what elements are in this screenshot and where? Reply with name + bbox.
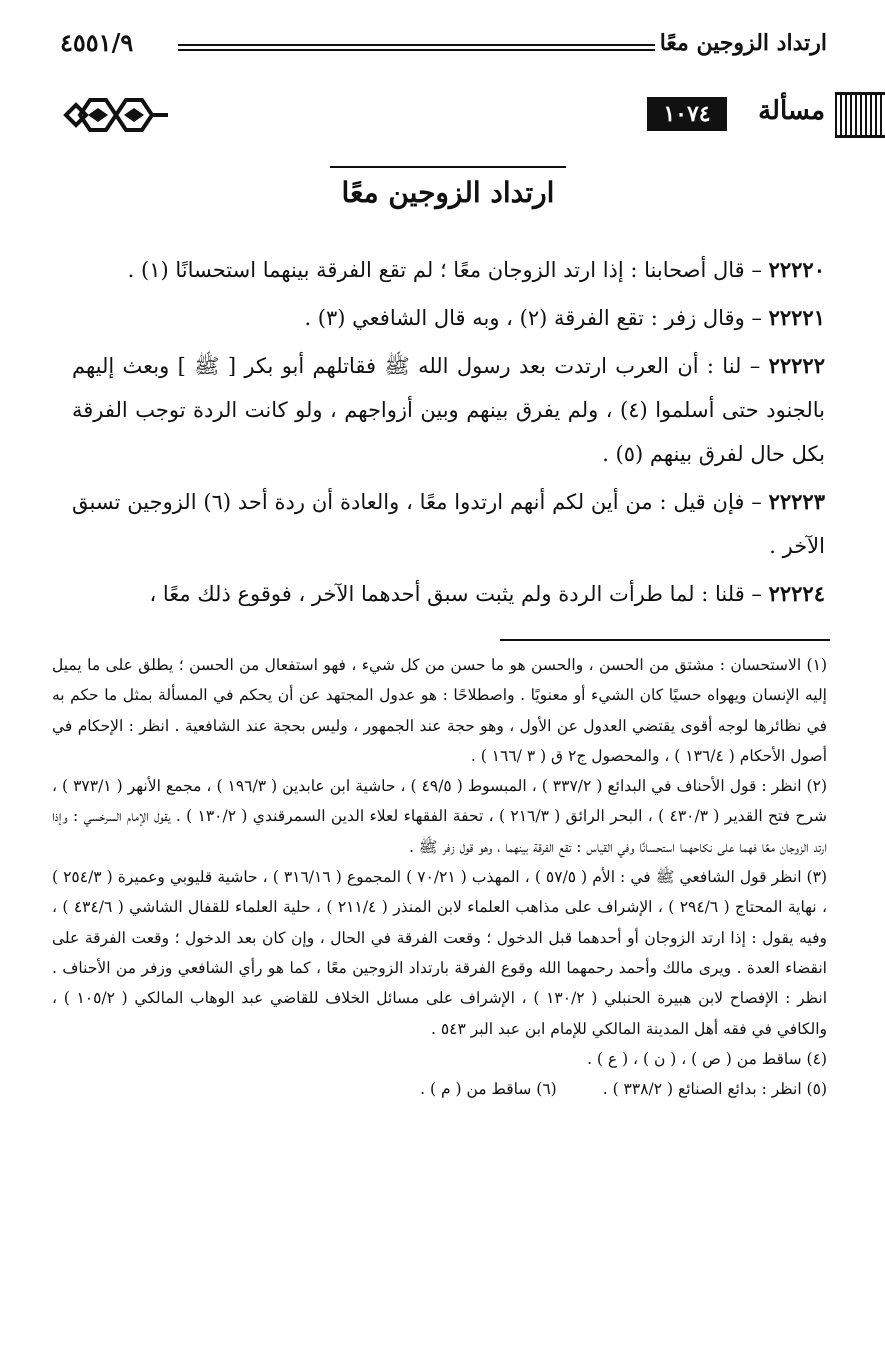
paragraph-number: ٢٢٢٢٤ (768, 581, 825, 606)
paragraph-text: – قلنا : لما طرأت الردة ولم يثبت سبق أحدهما الآخر ، فوقوع ذلك معًا ، (149, 582, 762, 606)
paragraph-text: – وقال زفر : تقع الفرقة (٢) ، وبه قال الشافعي (٣) . (304, 306, 762, 330)
footnotes (52, 650, 827, 1104)
footnote-divider (500, 639, 830, 641)
footnote: (٥) انظر : بدائع الصنائع ( ٣٣٨/٢ ) . (602, 1080, 827, 1099)
masala-label: مسألة (758, 96, 825, 126)
main-text (72, 248, 825, 620)
paragraph-text: – فإن قيل : من أين لكم أنهم ارتدوا معًا ، والعادة أن ردة أحد (٦) الزوجين تسبق الآخر . (72, 490, 825, 558)
footnote: (١) الاستحسان : مشتق من الحسن ، والحسن هو ما حسن من كل شيء ، فهو استفعال من الحسن ؛ يطلق على ما يميل إليه الإنسان ويهواه حسيًا كان الشيء أو معنويًا . واصطلاحًا : هو عدول المجتهد عن أن يحكم في المسألة بمثل ما حكم به في نظائرها لوجه أقوى يقتضي العدول عن الأول ، وهو حجة عند الجمهور ، وليس بحجة عند الشافعية . انظر : الإحكام في أصول الأحكام ( ١٣٦/٤ ) ، والمحصول ج٢ ق ( ٣ /١٦٦ ) . (52, 656, 827, 765)
paragraph (72, 344, 825, 476)
paragraph-number: ٢٢٢٢٠ (768, 257, 825, 282)
paragraph-text: – قال أصحابنا : إذا ارتد الزوجان معًا ؛ لم تقع الفرقة بينهما استحسانًا (١) . (127, 258, 762, 282)
footnote: (٢) انظر : قول الأحناف في البدائع ( ٣٣٧/٢ ) ، المبسوط ( ٤٩/٥ ) ، حاشية ابن عابدين ( ١٩٦/٣ ) ، مجمع الأنهر ( ٣٧٣/١ ) ، شرح فتح القدير ( ٤٣٠/٣ ) ، البحر الرائق ( ٢١٦/٣ ) ، تحفة الفقهاء لعلاء الدين السمرقندي ( ١٣٠/٢ ) . يقول الإمام السرخسي : وإذا ارتد الزوجان معًا فهما على نكاحهما استحسانًا وفي القياس : تقع الفرقة بينهما ، وهو قول زفر ﷺ . (52, 777, 827, 856)
paragraph-text: – لنا : أن العرب ارتدت بعد رسول الله ﷺ فقاتلهم أبو بكر [ ﷺ ] وبعث إليهم بالجنود حتى أسلموا (٤) ، ولم يفرق بينهم وبين أزواجهم ، ولو كانت الردة توجب الفرقة بكل حال لفرق بينهم (٥) . (72, 354, 825, 466)
chapter-title: ارتداد الزوجين معًا (341, 176, 555, 209)
footnote: (٤) ساقط من ( ص ) ، ( ن ) ، ( ع ) . (587, 1049, 827, 1068)
paragraph-number: ٢٢٢٢١ (768, 305, 825, 330)
paragraph (72, 572, 825, 616)
running-title: ارتداد الزوجين معًا (659, 30, 827, 56)
footnote: (٦) ساقط من ( م ) . (420, 1080, 557, 1099)
paragraph (72, 480, 825, 568)
masala-banner (60, 92, 885, 138)
ornament-icon (60, 90, 170, 140)
header-rule (178, 44, 655, 46)
page-reference: ٤٥٥١/٩ (60, 28, 134, 57)
masala-number: ١٠٧٤ (647, 97, 727, 131)
header-rule (178, 49, 655, 51)
paragraph (72, 248, 825, 292)
paragraph-number: ٢٢٢٢٢ (768, 353, 825, 378)
running-header (60, 30, 827, 66)
footnote: (٣) انظر قول الشافعي ﷺ في : الأم ( ٥٧/٥ ) ، المهذب ( ٧٠/٢١ ) المجموع ( ٣١٦/١٦ ) ، حاشية قليوبي وعميرة ( ٢٥٤/٣ ) ، نهاية المحتاج ( ٢٩٤/٦ ) ، الإشراف على مذاهب العلماء لابن المنذر ( ٢١١/٤ ) ، حلية العلماء للقفال الشاشي ( ٤٣٤/٦ ) ، وفيه يقول : إذا ارتد الزوجان أو أحدهما قبل الدخول ؛ وقعت الفرقة في الحال ، وإن كان بعد الدخول ؛ وقعت الفرقة على انقضاء العدة . ويرى مالك وأحمد رحمهما الله وقوع الفرقة بارتداد الزوجين معًا ، كما هو رأي الشافعي وزفر من الأحناف . انظر : الإفصاح لابن هبيرة الحنبلي ( ١٣٠/٢ ) ، الإشراف على مسائل الخلاف للقاضي عبد الوهاب المالكي ( ١٠٥/٢ ) ، والكافي في فقه أهل المدينة المالكي للإمام ابن عبد البر ٥٤٣ . (52, 868, 828, 1038)
footnote-row (52, 1074, 827, 1104)
title-rule (330, 166, 566, 168)
paragraph (72, 296, 825, 340)
paragraph-number: ٢٢٢٢٣ (768, 489, 825, 514)
hatch-frame (835, 92, 885, 138)
